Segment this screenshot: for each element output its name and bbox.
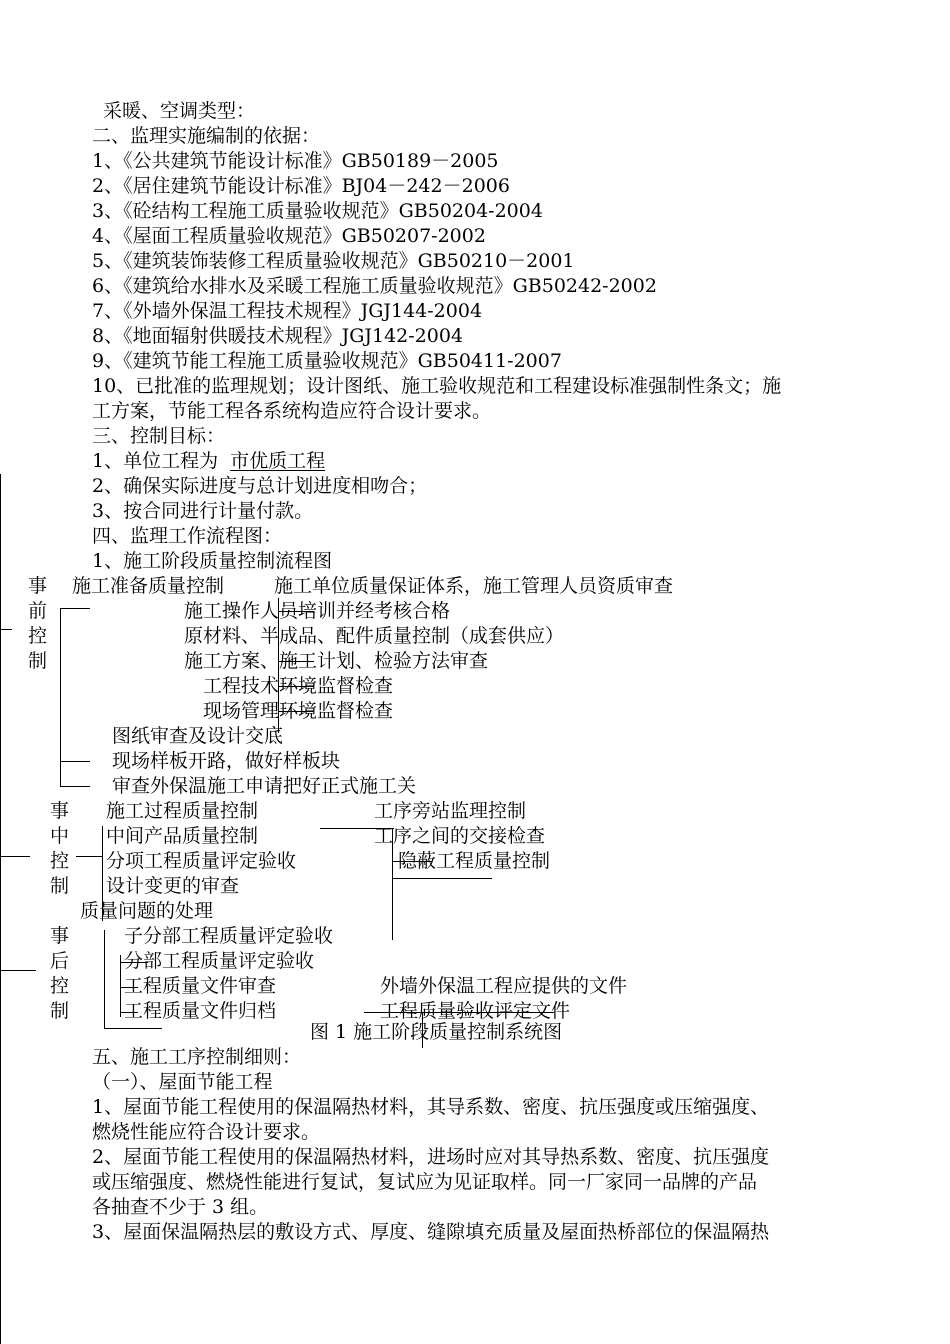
mid-row-3b: 隐蔽工程质量控制	[398, 850, 551, 872]
pre-title: 施工准备质量控制	[72, 575, 225, 597]
goal-1	[92, 449, 369, 473]
section5-p2b: 或压缩强度、燃烧性能进行复试，复试应为见证取样。同一厂家同一品牌的产品	[92, 1171, 758, 1193]
flowchart-left-rail	[0, 474, 1, 1344]
mid-connector	[0, 856, 30, 857]
basis-item-1: 1、《公共建筑节能设计标准》GB50189－2005	[92, 150, 499, 172]
post-label-2: 后	[50, 950, 70, 972]
flowchart-title: 1、施工阶段质量控制流程图	[92, 550, 333, 572]
basis-item-10a: 10、已批准的监理规划；设计图纸、施工验收规范和工程建设标准强制性条文；施	[92, 375, 782, 397]
post-label-3: 控	[50, 975, 70, 997]
basis-item-9: 9、《建筑节能工程施工质量验收规范》GB50411-2007	[92, 350, 562, 372]
section5-p1a: 1、屋面节能工程使用的保温隔热材料，其导系数、密度、抗压强度或压缩强度、	[92, 1096, 770, 1118]
post-label-1: 事	[50, 925, 70, 947]
post-branch-2	[120, 962, 148, 963]
goal-1-value: 市优质工程	[230, 450, 326, 472]
post-branch-5	[364, 1012, 554, 1013]
post-row-4: 工程质量文件归档	[124, 1000, 277, 1022]
basis-item-8: 8、《地面辐射供暖技术规程》JGJ142-2004	[92, 325, 464, 347]
basis-item-3: 3、《砼结构工程施工质量验收规范》GB50204-2004	[92, 200, 543, 222]
mid-row-5: 质量问题的处理	[80, 900, 214, 922]
mid-branch-1	[76, 856, 102, 857]
mid-row-1b: 工序旁站监理控制	[374, 800, 527, 822]
mid-label-4: 制	[50, 875, 70, 897]
basis-item-4: 4、《屋面工程质量验收规范》GB50207-2002	[92, 225, 486, 247]
mid-row-2: 中间产品质量控制	[106, 825, 259, 847]
post-branch-1	[104, 1028, 162, 1029]
post-branch-4	[120, 1012, 138, 1013]
flowchart-caption: 图 1 施工阶段质量控制系统图	[310, 1021, 563, 1043]
pre-row-9: 审查外保温施工申请把好正式施工关	[112, 775, 417, 797]
pre-sub-branch-1	[278, 611, 314, 612]
pre-row-4: 施工方案、施工计划、检验方法审查	[184, 650, 489, 672]
goal-2: 2、确保实际进度与总计划进度相吻合；	[92, 475, 428, 497]
post-trunk	[104, 930, 105, 1028]
pre-row-3: 原材料、半成品、配件质量控制（成套供应）	[184, 625, 565, 647]
post-row-1: 子分部工程质量评定验收	[124, 925, 334, 947]
pre-row-8: 现场样板开路，做好样板块	[112, 750, 341, 772]
pre-sub-branch-2	[278, 661, 314, 662]
section5-p2a: 2、屋面节能工程使用的保温隔热材料，进场时应对其导热系数、密度、抗压强度	[92, 1146, 770, 1168]
post-row-3: 工程质量文件审查	[124, 975, 277, 997]
section5-p1b: 燃烧性能应符合设计要求。	[92, 1121, 321, 1143]
mid-branch-2	[320, 828, 394, 829]
section5-p2c: 各抽查不少于 3 组。	[92, 1196, 269, 1218]
pre-row-1: 施工单位质量保证体系，施工管理人员资质审查	[274, 575, 674, 597]
pre-sub-branch-4	[278, 711, 314, 712]
mid-row-1: 施工过程质量控制	[106, 800, 259, 822]
mid-row-4: 设计变更的审查	[106, 875, 240, 897]
post-label-4: 制	[50, 1000, 70, 1022]
mid-right-trunk	[392, 828, 393, 940]
mid-branch-3	[392, 878, 492, 879]
pre-branch-2	[60, 761, 90, 762]
pre-label-3: 控	[28, 625, 48, 647]
post-row-4b: 工程质量验收评定文件	[380, 1000, 571, 1022]
pre-sub-branch-3	[278, 686, 314, 687]
section5-title: 五、施工工序控制细则：	[92, 1046, 302, 1068]
pre-row-5: 工程技术环境监督检查	[203, 675, 394, 697]
pre-branch-1	[60, 608, 90, 609]
pre-row-2: 施工操作人员培训并经考核合格	[184, 600, 451, 622]
line-heating-type: 采暖、空调类型：	[103, 100, 256, 122]
pre-row-7: 图纸审查及设计交底	[112, 725, 284, 747]
heading-basis: 二、监理实施编制的依据：	[92, 125, 321, 147]
post-branch-3	[120, 987, 138, 988]
section5-p3: 3、屋面保温隔热层的敷设方式、厚度、缝隙填充质量及屋面热桥部位的保温隔热	[92, 1221, 770, 1243]
mid-branch-4	[392, 861, 432, 862]
basis-item-6: 6、《建筑给水排水及采暖工程施工质量验收规范》GB50242-2002	[92, 275, 657, 297]
pre-connector	[0, 629, 12, 630]
mid-label-2: 中	[50, 825, 70, 847]
pre-row-6: 现场管理环境监督检查	[203, 700, 394, 722]
heading-flowchart: 四、监理工作流程图：	[92, 525, 283, 547]
goal-1-prefix: 1、单位工程为	[92, 450, 219, 472]
post-connector	[0, 970, 36, 971]
section5-subtitle: （一）、屋面节能工程	[92, 1071, 273, 1093]
basis-item-5: 5、《建筑装饰装修工程质量验收规范》GB50210－2001	[92, 250, 575, 272]
mid-label-3: 控	[50, 850, 70, 872]
mid-row-2b: 工序之间的交接检查	[374, 825, 546, 847]
goal-3: 3、按合同进行计量付款。	[92, 500, 314, 522]
pre-label-1: 事	[28, 575, 48, 597]
pre-label-4: 制	[28, 650, 48, 672]
pre-sub-trunk	[278, 598, 279, 733]
post-row-3b: 外墙外保温工程应提供的文件	[380, 975, 628, 997]
heading-goals: 三、控制目标：	[92, 425, 226, 447]
pre-branch-3	[60, 786, 90, 787]
basis-item-2: 2、《居住建筑节能设计标准》BJ04－242－2006	[92, 175, 510, 197]
post-sub-trunk	[120, 955, 121, 1017]
pre-trunk	[60, 608, 61, 786]
basis-item-10b: 工方案，节能工程各系统构造应符合设计要求。	[92, 400, 492, 422]
pre-label-2: 前	[28, 600, 48, 622]
post-row-2: 分部工程质量评定验收	[124, 950, 315, 972]
mid-row-3: 分项工程质量评定验收	[106, 850, 297, 872]
basis-item-7: 7、《外墙外保温工程技术规程》JGJ144-2004	[92, 300, 483, 322]
mid-trunk	[102, 826, 103, 921]
mid-label-1: 事	[50, 800, 70, 822]
